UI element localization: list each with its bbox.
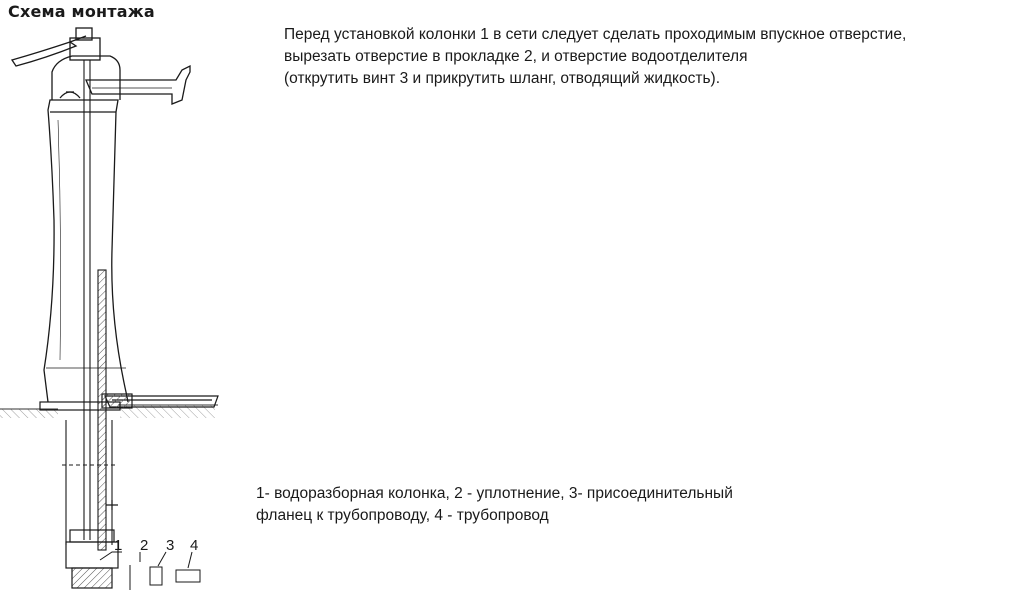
instruction-line-3: (открутить винт 3 и прикрутить шланг, отводящий жидкость). — [284, 70, 720, 87]
legend-line-2: фланец к трубопроводу, 4 - трубопровод — [256, 507, 549, 524]
legend-line-1: 1- водоразборная колонка, 2 - уплотнение, 3- присоединительный — [256, 485, 733, 502]
foot-valve — [66, 500, 118, 588]
pump-handle — [12, 36, 86, 66]
callout-1: 1 — [114, 537, 123, 554]
callout-4: 4 — [190, 537, 199, 554]
pump-head — [52, 28, 120, 100]
callout-leaders — [100, 552, 200, 590]
water-spout — [86, 66, 190, 104]
instruction-line-1: Перед установкой колонки 1 в сети следует сделать проходимым впускное отверстие, — [284, 26, 907, 43]
callout-2: 2 — [140, 537, 149, 554]
callout-3: 3 — [166, 537, 175, 554]
pump-column-body — [44, 100, 128, 402]
instruction-line-2: вырезать отверстие в прокладке 2, и отверстие водоотделителя — [284, 48, 748, 65]
page-title: Схема монтажа — [8, 2, 155, 21]
pump-rod — [84, 60, 90, 540]
